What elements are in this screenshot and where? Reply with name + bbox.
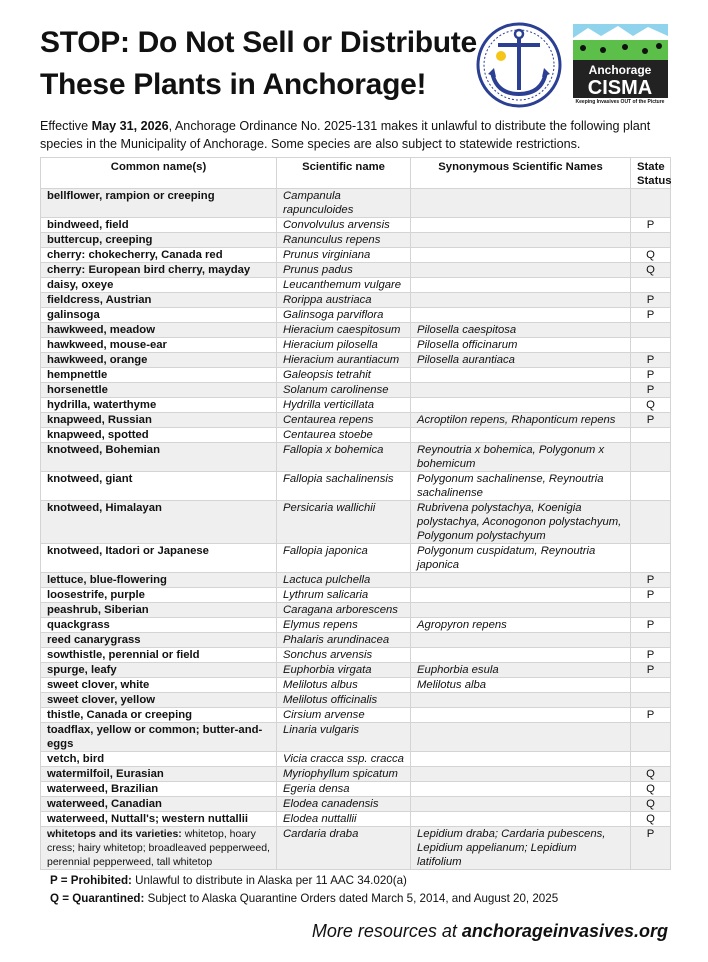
- scientific-name: Hieracium pilosella: [277, 338, 411, 353]
- table-row: [41, 827, 671, 870]
- scientific-name: Elymus repens: [277, 618, 411, 633]
- state-status: [631, 693, 671, 708]
- state-status: P: [631, 648, 671, 663]
- scientific-name: Phalaris arundinacea: [277, 633, 411, 648]
- common-name: bindweed, field: [41, 218, 277, 233]
- state-status: [631, 323, 671, 338]
- state-status: P: [631, 293, 671, 308]
- state-status: P: [631, 573, 671, 588]
- synonyms: [411, 398, 631, 413]
- common-name: knotweed, Himalayan: [41, 501, 277, 544]
- synonyms: Lepidium draba; Cardaria pubescens, Lepidium appelianum; Lepidium latifolium: [411, 827, 631, 870]
- common-name: cherry: European bird cherry, mayday: [41, 263, 277, 278]
- table-row: [41, 428, 671, 443]
- common-name: hawkweed, orange: [41, 353, 277, 368]
- table-row: [41, 248, 671, 263]
- scientific-name: Persicaria wallichii: [277, 501, 411, 544]
- synonyms: [411, 797, 631, 812]
- scientific-name: Convolvulus arvensis: [277, 218, 411, 233]
- common-name: thistle, Canada or creeping: [41, 708, 277, 723]
- synonyms: [411, 752, 631, 767]
- svg-text:CISMA: CISMA: [587, 77, 653, 99]
- synonyms: Rubrivena polystachya, Koenigia polystachya, Aconogonon polystachyum, Polygonum polystachyum: [411, 501, 631, 544]
- state-status: Q: [631, 797, 671, 812]
- page-header: [40, 22, 670, 114]
- common-name: buttercup, creeping: [41, 233, 277, 248]
- table-row: [41, 767, 671, 782]
- cisma-logo: [573, 24, 668, 104]
- common-name: fieldcress, Austrian: [41, 293, 277, 308]
- common-name: quackgrass: [41, 618, 277, 633]
- state-status: [631, 723, 671, 752]
- state-status: P: [631, 218, 671, 233]
- table-row: [41, 573, 671, 588]
- synonyms: Reynoutria x bohemica, Polygonum x bohemicum: [411, 443, 631, 472]
- synonyms: [411, 233, 631, 248]
- scientific-name: Elodea canadensis: [277, 797, 411, 812]
- scientific-name: Rorippa austriaca: [277, 293, 411, 308]
- common-name: horsenettle: [41, 383, 277, 398]
- table-row: [41, 501, 671, 544]
- website-link[interactable]: anchorageinvasives.org: [461, 921, 668, 941]
- scientific-name: Prunus virginiana: [277, 248, 411, 263]
- state-status: [631, 278, 671, 293]
- scientific-name: Linaria vulgaris: [277, 723, 411, 752]
- legend-quarantined: Q = Quarantined: Subject to Alaska Quarantine Orders dated March 5, 2014, and August 20, 2025: [50, 892, 559, 905]
- state-status: [631, 443, 671, 472]
- common-name: peashrub, Siberian: [41, 603, 277, 618]
- scientific-name: Caragana arborescens: [277, 603, 411, 618]
- scientific-name: Solanum carolinense: [277, 383, 411, 398]
- state-status: [631, 603, 671, 618]
- common-name: sweet clover, yellow: [41, 693, 277, 708]
- synonyms: Pilosella aurantiaca: [411, 353, 631, 368]
- table-row: [41, 693, 671, 708]
- synonyms: [411, 603, 631, 618]
- header-synonyms: Synonymous Scientific Names: [411, 158, 631, 189]
- table-row: [41, 618, 671, 633]
- table-row: [41, 648, 671, 663]
- table-row: [41, 633, 671, 648]
- synonyms: Acroptilon repens, Rhaponticum repens: [411, 413, 631, 428]
- scientific-name: Fallopia japonica: [277, 544, 411, 573]
- table-row: [41, 413, 671, 428]
- common-name: waterweed, Nuttall's; western nuttallii: [41, 812, 277, 827]
- common-name: waterweed, Brazilian: [41, 782, 277, 797]
- table-row: [41, 368, 671, 383]
- common-name: bellflower, rampion or creeping: [41, 189, 277, 218]
- synonyms: [411, 428, 631, 443]
- state-status: [631, 472, 671, 501]
- common-name: toadflax, yellow or common; butter-and-eggs: [41, 723, 277, 752]
- common-name: watermilfoil, Eurasian: [41, 767, 277, 782]
- common-name: loosestrife, purple: [41, 588, 277, 603]
- table-row: [41, 338, 671, 353]
- header-common: Common name(s): [41, 158, 277, 189]
- scientific-name: Vicia cracca ssp. cracca: [277, 752, 411, 767]
- table-header: [41, 158, 671, 189]
- synonyms: [411, 263, 631, 278]
- state-status: [631, 752, 671, 767]
- synonyms: [411, 782, 631, 797]
- common-name: galinsoga: [41, 308, 277, 323]
- synonyms: [411, 648, 631, 663]
- table-row: [41, 278, 671, 293]
- scientific-name: Cirsium arvense: [277, 708, 411, 723]
- scientific-name: Sonchus arvensis: [277, 648, 411, 663]
- synonyms: [411, 693, 631, 708]
- common-name: knapweed, spotted: [41, 428, 277, 443]
- synonyms: [411, 189, 631, 218]
- common-name: hawkweed, mouse-ear: [41, 338, 277, 353]
- table-row: [41, 603, 671, 618]
- common-name: knotweed, Bohemian: [41, 443, 277, 472]
- synonyms: [411, 308, 631, 323]
- title-line-2: These Plants in Anchorage!: [40, 68, 427, 101]
- state-status: Q: [631, 782, 671, 797]
- scientific-name: Lactuca pulchella: [277, 573, 411, 588]
- common-name: sowthistle, perennial or field: [41, 648, 277, 663]
- table-row: [41, 723, 671, 752]
- title-line-1: STOP: Do Not Sell or Distribute: [40, 26, 477, 59]
- state-status: P: [631, 353, 671, 368]
- scientific-name: Prunus padus: [277, 263, 411, 278]
- common-name: knotweed, giant: [41, 472, 277, 501]
- scientific-name: Hydrilla verticillata: [277, 398, 411, 413]
- state-status: [631, 544, 671, 573]
- synonyms: [411, 248, 631, 263]
- table-row: [41, 588, 671, 603]
- table-row: [41, 782, 671, 797]
- plant-table: [40, 157, 671, 870]
- table-row: [41, 233, 671, 248]
- state-status: Q: [631, 248, 671, 263]
- scientific-name: Fallopia sachalinensis: [277, 472, 411, 501]
- table-row: [41, 752, 671, 767]
- synonyms: Pilosella officinarum: [411, 338, 631, 353]
- scientific-name: Cardaria draba: [277, 827, 411, 870]
- common-name: hawkweed, meadow: [41, 323, 277, 338]
- state-status: P: [631, 663, 671, 678]
- scientific-name: Centaurea repens: [277, 413, 411, 428]
- synonyms: Polygonum sachalinense, Reynoutria sachalinense: [411, 472, 631, 501]
- state-status: P: [631, 368, 671, 383]
- legend: [50, 872, 670, 908]
- scientific-name: Ranunculus repens: [277, 233, 411, 248]
- synonyms: [411, 708, 631, 723]
- scientific-name: Euphorbia virgata: [277, 663, 411, 678]
- synonyms: Agropyron repens: [411, 618, 631, 633]
- state-status: P: [631, 308, 671, 323]
- table-row: [41, 678, 671, 693]
- state-status: [631, 338, 671, 353]
- synonyms: [411, 633, 631, 648]
- state-status: [631, 189, 671, 218]
- header-status: State Status: [631, 158, 671, 189]
- table-row: [41, 189, 671, 218]
- common-name: reed canarygrass: [41, 633, 277, 648]
- scientific-name: Galeopsis tetrahit: [277, 368, 411, 383]
- scientific-name: Myriophyllum spicatum: [277, 767, 411, 782]
- synonyms: Melilotus alba: [411, 678, 631, 693]
- table-row: [41, 443, 671, 472]
- synonyms: Polygonum cuspidatum, Reynoutria japonica: [411, 544, 631, 573]
- state-status: Q: [631, 263, 671, 278]
- footer-resources: More resources at anchorageinvasives.org: [311, 921, 668, 941]
- state-status: [631, 233, 671, 248]
- state-status: [631, 633, 671, 648]
- common-name: knapweed, Russian: [41, 413, 277, 428]
- state-status: [631, 428, 671, 443]
- synonyms: Euphorbia esula: [411, 663, 631, 678]
- synonyms: [411, 812, 631, 827]
- table-row: [41, 797, 671, 812]
- synonyms: [411, 293, 631, 308]
- page-title: [40, 22, 477, 106]
- table-row: [41, 263, 671, 278]
- svg-text:Keeping Invasives OUT of the P: Keeping Invasives OUT of the Picture: [575, 99, 665, 104]
- scientific-name: Egeria densa: [277, 782, 411, 797]
- municipality-anchor-logo: [476, 22, 562, 108]
- common-name: cherry: chokecherry, Canada red: [41, 248, 277, 263]
- synonyms: [411, 723, 631, 752]
- state-status: Q: [631, 398, 671, 413]
- state-status: [631, 678, 671, 693]
- synonyms: [411, 767, 631, 782]
- common-name: spurge, leafy: [41, 663, 277, 678]
- legend-prohibited: P = Prohibited: Unlawful to distribute in Alaska per 11 AAC 34.020(a): [50, 874, 407, 887]
- synonyms: [411, 278, 631, 293]
- scientific-name: Leucanthemum vulgare: [277, 278, 411, 293]
- synonyms: [411, 218, 631, 233]
- table-row: [41, 308, 671, 323]
- scientific-name: Hieracium aurantiacum: [277, 353, 411, 368]
- common-name: lettuce, blue-flowering: [41, 573, 277, 588]
- common-name: waterweed, Canadian: [41, 797, 277, 812]
- intro-paragraph: Effective May 31, 2026, Anchorage Ordinance No. 2025-131 makes it unlawful to distribute the following plant species in the Municipality of Anchorage. Some species are also subject to statewide restrictions.: [40, 119, 651, 151]
- scientific-name: Hieracium caespitosum: [277, 323, 411, 338]
- synonyms: [411, 368, 631, 383]
- common-name: hydrilla, waterthyme: [41, 398, 277, 413]
- state-status: P: [631, 618, 671, 633]
- scientific-name: Melilotus albus: [277, 678, 411, 693]
- table-row: [41, 323, 671, 338]
- table-row: [41, 293, 671, 308]
- header-scientific: Scientific name: [277, 158, 411, 189]
- scientific-name: Fallopia x bohemica: [277, 443, 411, 472]
- table-row: [41, 663, 671, 678]
- svg-text:Anchorage: Anchorage: [588, 63, 652, 77]
- scientific-name: Lythrum salicaria: [277, 588, 411, 603]
- table-row: [41, 708, 671, 723]
- table-row: [41, 812, 671, 827]
- table-row: [41, 398, 671, 413]
- scientific-name: Centaurea stoebe: [277, 428, 411, 443]
- synonyms: [411, 383, 631, 398]
- common-name: vetch, bird: [41, 752, 277, 767]
- state-status: P: [631, 708, 671, 723]
- common-name: hempnettle: [41, 368, 277, 383]
- table-row: [41, 472, 671, 501]
- state-status: P: [631, 413, 671, 428]
- state-status: P: [631, 588, 671, 603]
- common-name: sweet clover, white: [41, 678, 277, 693]
- table-row: [41, 544, 671, 573]
- scientific-name: Galinsoga parviflora: [277, 308, 411, 323]
- scientific-name: Campanula rapunculoides: [277, 189, 411, 218]
- table-row: [41, 383, 671, 398]
- scientific-name: Melilotus officinalis: [277, 693, 411, 708]
- synonyms: Pilosella caespitosa: [411, 323, 631, 338]
- effective-date: May 31, 2026: [91, 119, 169, 133]
- table-row: [41, 218, 671, 233]
- common-name: whitetops and its varieties: whitetop, hoary cress; hairy whitetop; broadleaved pepperweed, perennial pepperweed, tall whitetop: [41, 827, 277, 870]
- synonyms: [411, 573, 631, 588]
- synonyms: [411, 588, 631, 603]
- state-status: P: [631, 383, 671, 398]
- common-name: daisy, oxeye: [41, 278, 277, 293]
- scientific-name: Elodea nuttallii: [277, 812, 411, 827]
- state-status: Q: [631, 767, 671, 782]
- table-row: [41, 353, 671, 368]
- common-name: knotweed, Itadori or Japanese: [41, 544, 277, 573]
- state-status: [631, 501, 671, 544]
- state-status: Q: [631, 812, 671, 827]
- state-status: P: [631, 827, 671, 870]
